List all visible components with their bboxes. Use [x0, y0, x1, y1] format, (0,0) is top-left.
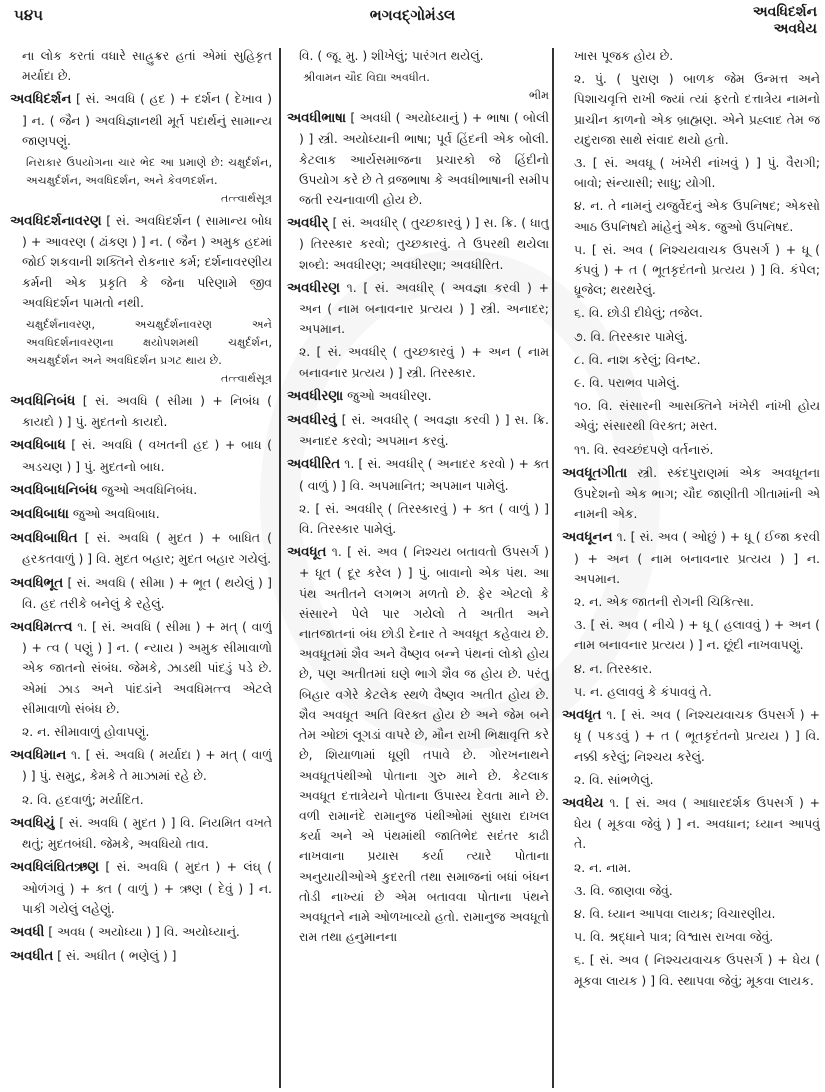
- sense-definition: ૩. વિ. જાણવા જેવું.: [574, 882, 673, 898]
- sense-definition: ૩. [ સં. અવ ( નીચે ) + ધૂ ( હલાવવું ) + અન ( નામ બનાવનાર પ્રત્યય ) ] ન. છૂંદી નાખવાપણું.: [574, 617, 820, 653]
- dictionary-entry: [287, 386, 549, 407]
- sense-definition: ૨. [ સં. અવધીર્ ( તિરસ્કારવું ) + ક્ત ( વાળું ) ] વિ. તિરસ્કાર પામેલું.: [299, 500, 549, 537]
- dictionary-entry: [10, 857, 272, 919]
- headword: અવધિબાધનિબંધ: [10, 482, 98, 498]
- sense-definition: ૫. ન. હલાવવું કે કંપાવવું તે.: [574, 683, 712, 699]
- citation-text: નિરાકાર ઉપયોગના ચાર ભેદ આ પ્રમાણે છે: ચક્ષુર્દર્શન, અચક્ષુર્દર્શન, અવધિદર્શન, અને કેવળદર્શન.: [26, 156, 272, 188]
- headword: અવધિદર્શન: [10, 92, 72, 108]
- headword: અવધીરણ: [287, 280, 340, 296]
- dictionary-entry: [287, 410, 549, 451]
- dictionary-entry: [287, 542, 549, 947]
- column-divider: [279, 48, 281, 1088]
- definition: જુઓ અવધિનિબંધ.: [101, 481, 198, 497]
- definition: [ સં. અવધિદર્શન ( સામાન્ય બોધ ) + આવરણ ( ઢાંકણ ) ] ન. ( જૈન ) અમુક હદમાં જોઈ શકવાની શક્તિને રોકનાર કર્મ; દર્શનાવરણીય કર્મની એક પ્રકૃતિ કે જેના પરિણામે જીવ અવધિદર્શન પામતો નથી.: [22, 213, 272, 310]
- column-divider: [552, 48, 554, 1088]
- citation-text: ચક્ષુર્દર્શનાવરણ, અચક્ષુર્દર્શનાવરણ અને અવધિદર્શનાવરણના ક્ષયોપશમથી ચક્ષુર્દર્શન, અચક્ષુર્દર્શન અને અવધિદર્શન પ્રગટ થાય છે.: [26, 318, 272, 368]
- sense-definition: ૨. પું. ( પુરાણ ) બાળક જેમ ઉન્મત્ત અને પિશાચવૃત્તિ રાખી જ્યાં ત્યાં ફરતો દત્તાત્રેય નામનો પ્રાચીન કાળનો એક બ્રાહ્મણ. એને પ્રહ્લાદ તેમ જ યદુરાજા સાથે સંવાદ થયો હતો.: [574, 71, 820, 147]
- dictionary-entry: [10, 922, 272, 943]
- sense-definition: ૪. વિ. ધ્યાન આપવા લાયક; વિચારણીય.: [574, 905, 776, 921]
- continued-text: ખાસ પૂજક હોય છે.: [574, 48, 674, 63]
- headword: અવધીભાષા: [287, 111, 347, 127]
- headword: અવધિબાધિત: [10, 531, 78, 547]
- sense-definition: ૬. [ સં. અવ ( નિશ્ચયવાચક ઉપસર્ગ ) + ધેય ( મૂકવા લાયક ) ] વિ. સ્થાપવા જેવું; મૂકવા લાયક.: [574, 952, 820, 988]
- headword: અવધૂત: [287, 545, 327, 561]
- dictionary-entry: [562, 793, 820, 855]
- sense-definition: ૬. વિ. છોડી દીધેલું; તજેલ.: [574, 305, 703, 321]
- dictionary-entry: [10, 391, 272, 432]
- headword: અવધિયું: [10, 815, 55, 831]
- dictionary-entry: [10, 435, 272, 476]
- definition: ૧. [ સં. અવ ( નિશ્ચય બતાવતો ઉપસર્ગ ) + ધૂત ( દૂર કરેલ ) ] પું. બાવાનો એક પંથ. આ પંથ અતીતને લગભગ મળતો છે. ફેર એટલો કે સંસારને પેલે પાર ગયેલો તે અતીત અને નાતજાતનાં બંધ છોડી દેનાર તે અવધૂત કહેવાય છે. અવધૂતમાં શૈવ અને વૈષ્ણવ બન્ને પંથનાં લોકો હોય છે, પણ અતીતમાં ઘણે ભાગે શૈવ જ હોય છે. પરંતુ બિહાર વગેરે કેટલેક સ્થળે વૈષ્ણવ અતીત હોય છે. શૈવ અવધૂત અતિ વિરક્ત હોય છે અને જેમ બને તેમ ઓછાં લૂગડાં વાપરે છે, મૌન રાખી ભિક્ષાવૃત્તિ કરે છે, શિયાળામાં ધૂણી તપાવે છે. ગોરખનાથને અવધૂતપંથીઓ પોતાના ગુરુ માને છે. કેટલાક અવધૂત દત્તાત્રેયને પોતાના ઉપાસ્ય દેવતા માને છે. વળી રામાનંદે રામાનુજ પંથીઓમાં સુધારા દાખલ કર્યા અને એ પંથમાંથી જાતિભેદ સદંતર કાઢી નાખવાના પ્રયાસ કર્યા ત્યારે પોતાના અનુયાયીઓએ કુદરતી તથા સમાજનાં બધાં બંધન તોડી નાખ્યાં છે એમ બતાવવા પોતાના પંથને અવધૂતને નામે ઓળખાવ્યો હતો. રામાનુજ અવધૂતો રામ તથા હનુમાનના: [299, 544, 549, 945]
- dictionary-entry: [10, 528, 272, 569]
- headword: અવધેય: [562, 795, 604, 811]
- citation-source: તત્ત્વાર્થસૂત્ર: [220, 192, 272, 206]
- sense-definition: ૨. વિ. હદવાળું; મર્યાદિત.: [22, 791, 144, 807]
- definition: ૧. [ સં. અવધિ ( સીમા ) + મત્ ( વાળું ) + ત્વ ( પણું ) ] ન. ( ન્યાય ) અમુક સીમાવાળો એક જાતનો સંબંધ. જેમકે, ઝાડથી પાંદડું પડે છે. એમાં ઝાડ અને પાંદડાંને અવધિમત્ત્વ એટલે સીમાવાળો સંબંધ છે.: [22, 619, 272, 716]
- sense-definition: ૮. વિ. નાશ કરેલું; વિનષ્ટ.: [574, 351, 701, 367]
- headword: અવધિમત્ત્વ: [10, 620, 73, 636]
- headword: અવધિનિબંધ: [10, 394, 76, 410]
- definition: [ સં. અવધિ ( મુદત ) + લંઘ્ ( ઓળંગવું ) + ક્ત ( વાળું ) + ઋણ ( દેવું ) ] ન. પાકી ગયેલું લહેણું.: [22, 859, 272, 916]
- dictionary-entry: [562, 463, 820, 525]
- continued-text: વિ. ( જૂ. મુ. ) શીખેલું; પારંગત થયેલું.: [299, 48, 484, 63]
- column-1: [10, 46, 272, 1086]
- citation-text: શ્રીવામન ચૌદ વિદ્યા અવધીત.: [303, 71, 430, 85]
- sense-definition: ૪. ન. તિરસ્કાર.: [574, 660, 653, 676]
- dictionary-entry: [287, 213, 549, 275]
- dictionary-entry: [10, 211, 272, 313]
- headword: અવધિબાધ: [10, 438, 66, 454]
- definition: [ સં. અવધિ ( મુદત ) + બાધિત ( હરકતવાળું ) ] વિ. મુદત બહાર; મુદત બહાર ગયેલું.: [22, 530, 272, 567]
- sense-definition: ૪. ન. તે નામનું યજુર્વેદનું એક ઉપનિષદ; એકસો આઠ ઉપનિષદો માંહેનું એક. જુઓ ઉપનિષદ.: [574, 198, 820, 234]
- guide-word-last: અવધેય: [773, 21, 817, 37]
- dictionary-entry: [10, 617, 272, 719]
- sense-definition: ૨. [ સં. અવધીર્ ( તુચ્છકારવું ) + અન ( નામ બનાવનાર પ્રત્યય ) ] સ્ત્રી. તિરસ્કાર.: [299, 344, 549, 380]
- citation-source: તત્ત્વાર્થસૂત્ર: [220, 372, 272, 386]
- dictionary-entry: [287, 278, 549, 340]
- sense-definition: ૧૧. વિ. સ્વચ્છંદપણે વર્તનારું.: [574, 441, 714, 457]
- definition: [ અવધ ( અયોધ્યા ) ] વિ. અયોધ્યાનું.: [48, 923, 240, 939]
- definition: ૧. [ સં. અવ ( નિશ્ચયવાચક ઉપસર્ગ ) + ધૃ ( પકડવું ) + ત ( ભૂતકૃદંતનો પ્રત્યય ) ] વિ. નક્કી કરેલું; નિશ્ચય કરેલું.: [574, 707, 820, 764]
- column-2: [287, 46, 549, 1086]
- definition: ૧. [ સં. અવધીર્ ( અવજ્ઞા કરવી ) + અન ( નામ બનાવનાર પ્રત્યય ) ] સ્ત્રી. અનાદર; અપમાન.: [299, 279, 549, 337]
- sense-definition: ૨. ન. એક જાતની રોગની ચિકિત્સા.: [574, 594, 754, 610]
- running-title: ભગવદ્ગોમંડલ: [369, 6, 456, 24]
- headword: અવધિમાન: [10, 748, 67, 764]
- sense-definition: ૨. ન. નામ.: [574, 859, 632, 875]
- dictionary-entry: [562, 527, 820, 589]
- headword: અવધીરિત: [287, 457, 341, 473]
- dictionary-entry: [10, 573, 272, 614]
- citation: [10, 154, 272, 208]
- guide-word-first: અવધિદર્શન: [752, 4, 817, 20]
- page-header: [0, 0, 825, 46]
- dictionary-entry: [287, 108, 549, 210]
- definition: ૧. [ સં. અવધિ ( મર્યાદા ) + મત્ ( વાળું ) ] પું. સમુદ્ર, કેમકે તે માઝામાં રહે છે.: [22, 747, 272, 784]
- definition: [ સં. અધીત ( ભણેલું ) ]: [57, 948, 177, 964]
- headword: અવધીર્: [287, 216, 329, 232]
- definition: ૧. [ સં. અવધીર્ ( અનાદર કરવો ) + ક્ત ( વાળું ) ] વિ. અપમાનિત; અપમાન પામેલું.: [299, 456, 549, 493]
- definition: [ સં. અવધિ ( મુદત ) ] વિ. નિયમિત વખતે થતું; મુદતબંધી. જેમકે, અવધિયો તાવ.: [22, 814, 272, 852]
- column-3: [562, 46, 820, 1086]
- sense-definition: ૯. વિ. પરાભવ પામેલું.: [574, 375, 680, 391]
- guide-words: [753, 4, 817, 38]
- definition: [ સં. અવધીર્ ( તુચ્છકારવું ) ] સ. ક્રિ. ( ધાતુ ) તિરસ્કાર કરવો; તુચ્છકારવું. તે ઉપરથી થયેલા શબ્દો: અવધીરણ; અવધીરણા; અવધીરિત.: [299, 215, 549, 272]
- definition: સ્ત્રી. સ્કંદપુરાણમાં એક અવધૂતના ઉપદેશનો એક ભાગ; ચૌદ જાણીતી ગીતામાંની એ નામની એક.: [574, 464, 820, 522]
- dictionary-entry: [10, 946, 272, 967]
- dictionary-entry: [10, 504, 272, 525]
- definition: [ સં. અવધિ ( હદ ) + દર્શન ( દેખાવ ) ] ન. ( જૈન ) અવધિજ્ઞાનથી મૂર્ત પદાર્થનું સામાન્ય જાણપણું.: [22, 91, 272, 148]
- definition: [ સં. અવધિ ( વખતની હદ ) + બાધ ( અડચણ ) ] પું. મુદતનો બાધ.: [22, 437, 272, 474]
- sense-definition: ૧૦. વિ. સંસારની આસક્તિને ખંખેરી નાંખી હોય એવું; સંસારથી વિરક્ત; મસ્ત.: [574, 398, 820, 434]
- sense-definition: ૨. વિ. સાંભળેલું.: [574, 771, 654, 787]
- headword: અવધિદર્શનાવરણ: [10, 214, 102, 230]
- headword: અવધિભૂત: [10, 575, 64, 591]
- headword: અવધીત: [10, 949, 54, 965]
- dictionary-entry: [10, 745, 272, 786]
- definition: [ અવધી ( અયોધ્યાનું ) + ભાષા ( બોલી ) ] સ્ત્રી. અયોધ્યાની ભાષા; પૂર્વ હિંદની એક બોલી. કેટલાક આર્યસમાજના પ્રચારકો જે હિંદીનો ઉપયોગ કરે છે તે વ્રજભાષા કે અવધીભાષાની સમીપ જતી રચનાવાળી હોય છે.: [299, 110, 549, 208]
- citation-source: ભીમ: [528, 89, 549, 103]
- dictionary-entry: [10, 480, 272, 501]
- sense-definition: ૨. ન. સીમાવાળું હોવાપણું.: [22, 724, 150, 740]
- definition: [ સં. અવધિ ( સીમા ) + ભૂત ( થયેલું ) ] વિ. હદ તરીકે બનેલું કે રહેલું.: [22, 574, 272, 611]
- headword: અવધીરવું: [287, 413, 337, 429]
- citation: [287, 69, 549, 105]
- dictionary-entry: [562, 705, 820, 767]
- definition: [ સં. અવધિ ( સીમા ) + નિબંધ ( કાયદો ) ] પું. મુદતનો કાયદો.: [22, 393, 272, 430]
- headword: અવધીરણા: [287, 388, 344, 404]
- definition: ૧. [ સં. અવ ( ઓછું ) + ધૂ ( ઈજા કરવી ) + અન ( નામ બનાવનાર પ્રત્યય ) ] ન. અપમાન.: [574, 529, 820, 586]
- headword: અવધૂતગીતા: [562, 465, 628, 481]
- headword: અવધૂનન: [562, 530, 613, 546]
- headword: અવધિબાધા: [10, 507, 69, 523]
- headword: અવધૃત: [562, 708, 602, 724]
- dictionary-entry: [287, 454, 549, 495]
- sense-definition: ૭. વિ. તિરસ્કાર પામેલું.: [574, 328, 688, 344]
- definition: જુઓ અવધીરણ.: [347, 387, 432, 403]
- sense-definition: ૫. વિ. શ્રદ્ધાને પાત્ર; વિશ્વાસ રાખવા જેવું.: [574, 929, 774, 945]
- dictionary-entry: [10, 813, 272, 854]
- definition: ૧. [ સં. અવ ( આધારદર્શક ઉપસર્ગ ) + ધેય ( મૂકવા જેવું ) ] ન. અવધાન; ધ્યાન આપવું તે.: [574, 794, 820, 852]
- definition: જુઓ અવધિબાધ.: [72, 506, 160, 522]
- citation: [10, 316, 272, 388]
- headword: અવધિલંઘિતઋણ: [10, 860, 99, 876]
- continued-text: ના લોક કરતાં વધારે સાહ્રુક્રર હતાં એમાં સુહિકૃત મર્યાદા છે.: [22, 48, 272, 84]
- sense-definition: ૩. [ સં. અવધૂ ( ખંખેરી નાંખવું ) ] પું. વૈરાગી; બાવો; સંન્યાસી; સાધુ; યોગી.: [574, 155, 820, 191]
- page-number: ૫૪૫: [14, 6, 44, 24]
- dictionary-entry: [10, 89, 272, 151]
- headword: અવધી: [10, 924, 45, 940]
- definition: [ સં. અવધીર્ ( અવજ્ઞા કરવી ) ] સ. ક્રિ. અનાદર કરવો; અપમાન કરવું.: [299, 412, 549, 449]
- sense-definition: ૫. [ સં. અવ ( નિશ્ચયવાચક ઉપસર્ગ ) + ધૂ ( કંપવું ) + ત ( ભૂતકૃદંતનો પ્રત્યય ) ] વિ. કંપેલ; ધ્રૂજેલ; થરથરેલું.: [574, 241, 820, 298]
